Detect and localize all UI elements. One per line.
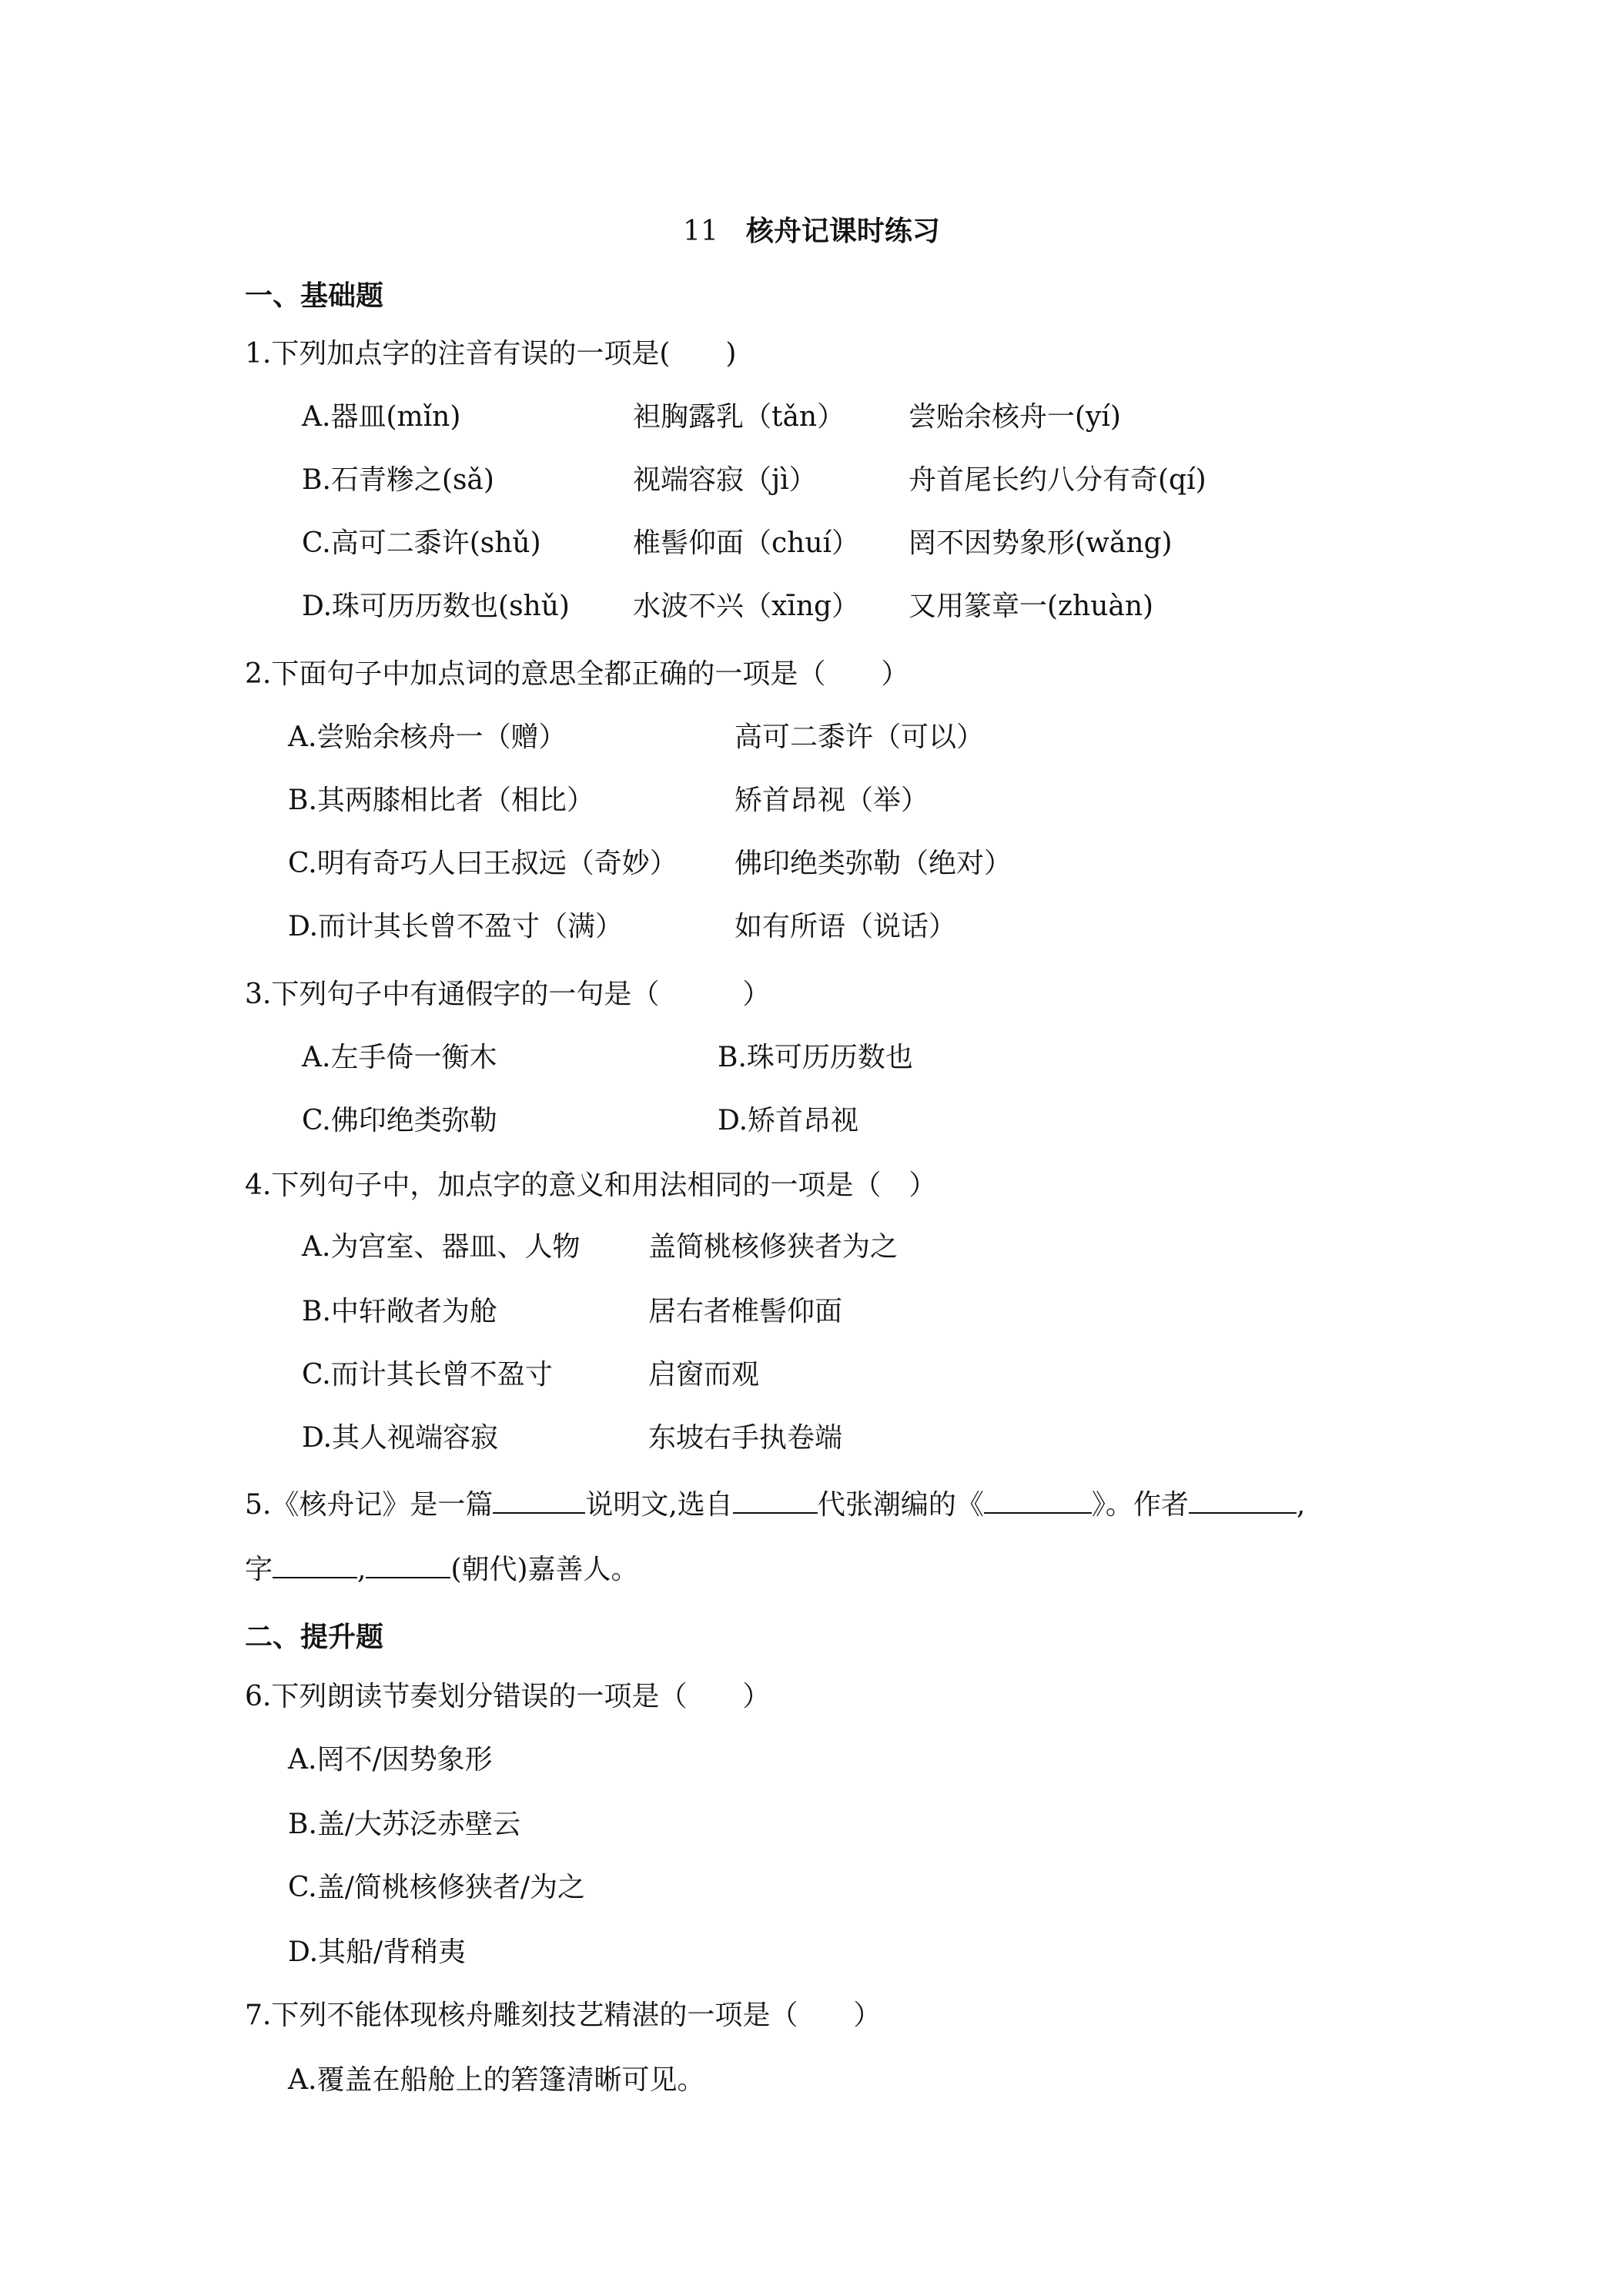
q5-text-1: 5.《核舟记》是一篇 [245, 1489, 494, 1521]
section-basic-heading: 一、基础题 [245, 280, 384, 312]
q2-option-d-1: D.而计其长曾不盈寸（满） [288, 911, 624, 942]
q5-text-6: 字 [245, 1554, 273, 1585]
q4-option-b-2: 居右者椎髻仰面 [648, 1296, 843, 1327]
question-5-line-2 [245, 1551, 639, 1588]
q1-option-b-3: 舟首尾长约八分有奇(qí) [909, 464, 1206, 496]
q5-text-2: 说明文,选自 [585, 1489, 733, 1521]
q5-text-5: , [1296, 1489, 1306, 1521]
question-5-line-1 [245, 1486, 1305, 1524]
q4-option-c-2: 启窗而观 [648, 1359, 760, 1391]
q6-option-a: A.罔不/因势象形 [288, 1744, 493, 1776]
q6-option-c: C.盖/简桃核修狭者/为之 [288, 1872, 585, 1903]
question-2-stem: 2.下面句子中加点词的意思全都正确的一项是（ ） [245, 658, 909, 690]
q2-option-a-2: 高可二黍许（可以） [735, 721, 985, 753]
q3-option-a: A.左手倚一衡木 [302, 1042, 497, 1073]
q6-option-b: B.盖/大苏泛赤壁云 [288, 1809, 521, 1840]
q5-blank-style[interactable] [493, 1486, 585, 1514]
q5-blank-dynasty[interactable] [733, 1486, 818, 1514]
q1-option-b-2: 视端容寂（jì） [633, 464, 817, 496]
q1-option-b-1: B.石青糁之(sǎ) [302, 464, 494, 496]
q1-option-c-1: C.高可二黍许(shǔ) [302, 527, 541, 559]
q1-option-a-1: A.器皿(mǐn) [302, 401, 461, 433]
page-title [0, 209, 1623, 249]
q1-option-d-3: 又用篆章一(zhuàn) [909, 591, 1154, 622]
q1-option-c-2: 椎髻仰面（chuí） [633, 527, 860, 559]
q3-option-b: B.珠可历历数也 [718, 1042, 913, 1073]
q4-option-b-1: B.中轩敞者为舱 [302, 1296, 497, 1327]
q3-option-d: D.矫首昂视 [718, 1105, 859, 1136]
q2-option-c-2: 佛印绝类弥勒（绝对） [735, 848, 1012, 879]
q2-option-b-2: 矫首昂视（举） [735, 785, 929, 816]
q1-option-c-3: 罔不因势象形(wǎng) [909, 527, 1173, 559]
q5-blank-author[interactable] [1189, 1486, 1297, 1514]
q5-text-3: 代张潮编的《 [817, 1489, 984, 1521]
q6-option-d: D.其船/背稍夷 [288, 1936, 467, 1968]
q3-option-c: C.佛印绝类弥勒 [302, 1105, 497, 1136]
question-6-stem: 6.下列朗读节奏划分错误的一项是（ ） [245, 1681, 771, 1712]
q5-blank-book[interactable] [984, 1486, 1092, 1514]
q1-option-a-2: 袒胸露乳（tǎn） [633, 401, 845, 433]
q5-text-4: 》。作者 [1091, 1489, 1189, 1521]
question-1-stem: 1.下列加点字的注音有误的一项是( ) [245, 338, 737, 370]
q4-option-a-1: A.为宫室、器皿、人物 [302, 1231, 581, 1263]
q1-option-d-1: D.珠可历历数也(shǔ) [302, 591, 570, 622]
q7-option-a: A.覆盖在船舱上的箬篷清晰可见。 [288, 2064, 705, 2096]
q2-option-c-1: C.明有奇巧人曰王叔远（奇妙） [288, 848, 678, 879]
q4-option-d-1: D.其人视端容寂 [302, 1422, 499, 1454]
q5-text-7: , [357, 1554, 366, 1585]
q5-blank-courtesy-name[interactable] [273, 1551, 357, 1578]
question-4-stem: 4.下列句子中，加点字的意义和用法相同的一项是（ ） [245, 1170, 937, 1201]
q4-option-a-2: 盖简桃核修狭者为之 [648, 1231, 899, 1263]
q1-option-a-3: 尝贻余核舟一(yí) [909, 401, 1121, 433]
q5-text-8: (朝代)嘉善人。 [450, 1554, 639, 1585]
q2-option-a-1: A.尝贻余核舟一（赠） [288, 721, 567, 753]
q1-option-d-2: 水波不兴（xīng） [633, 591, 860, 622]
question-7-stem: 7.下列不能体现核舟雕刻技艺精湛的一项是（ ） [245, 2000, 882, 2031]
q2-option-b-1: B.其两膝相比者（相比） [288, 785, 594, 816]
lesson-number: 11 [683, 216, 718, 247]
question-3-stem: 3.下列句子中有通假字的一句是（ ） [245, 979, 771, 1010]
q4-option-d-2: 东坡右手执卷端 [648, 1422, 843, 1454]
q4-option-c-1: C.而计其长曾不盈寸 [302, 1359, 553, 1391]
q2-option-d-2: 如有所语（说话） [735, 911, 957, 942]
q5-blank-era[interactable] [366, 1551, 450, 1578]
section-advanced-heading: 二、提升题 [245, 1622, 384, 1653]
lesson-title: 核舟记课时练习 [745, 216, 940, 247]
